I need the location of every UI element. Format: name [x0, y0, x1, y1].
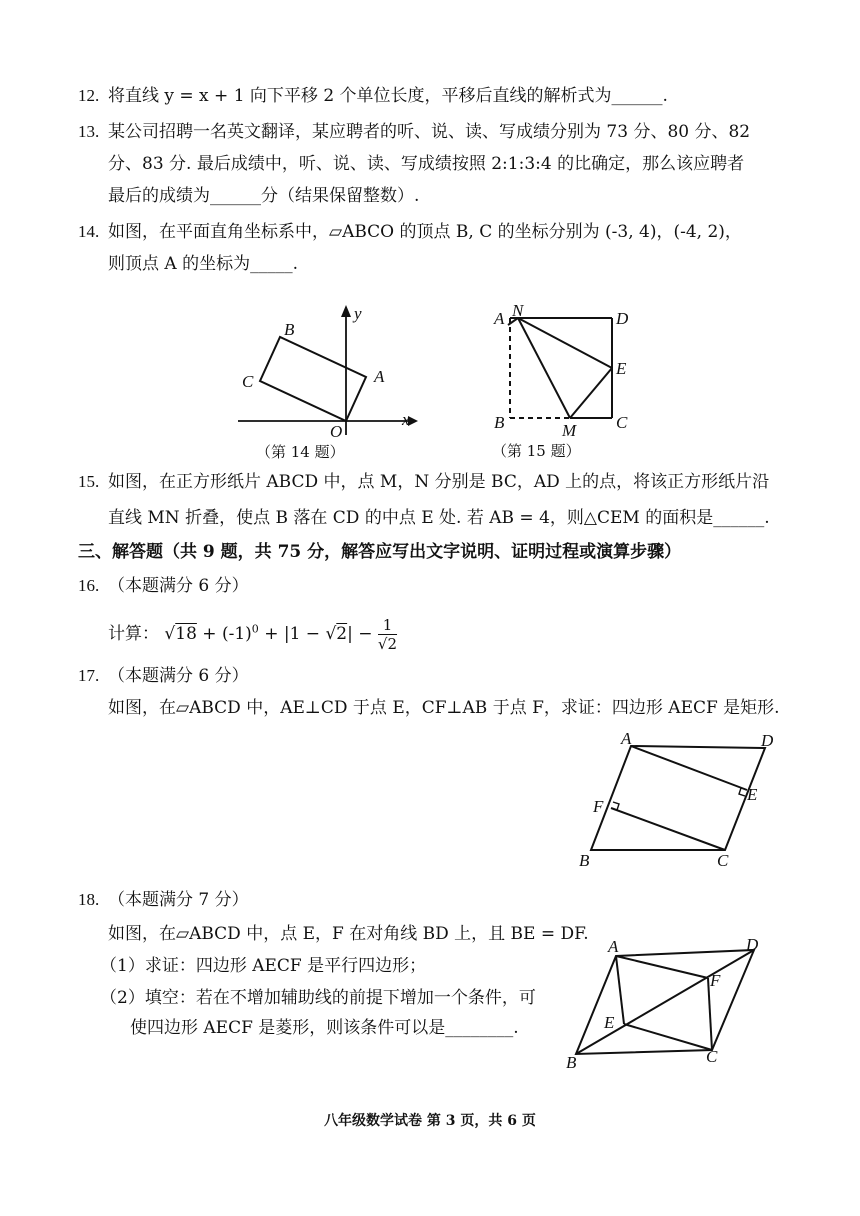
fig17-label-a: A: [621, 729, 632, 748]
fig14-label-a: A: [374, 367, 385, 386]
q15-line2: 直线 MN 折叠，使点 B 落在 CD 的中点 E 处. 若 AB = 4，则△CEM 的面积是______.: [108, 508, 770, 528]
q12-number: 12.: [78, 86, 100, 105]
q16-title: （本题满分 6 分）: [108, 576, 249, 596]
q16-number: 16.: [78, 576, 100, 595]
fig17-ae: [631, 746, 747, 790]
fig17-label-b: B: [579, 851, 590, 870]
fig18-label-d: D: [746, 935, 759, 954]
q17-title: （本题满分 6 分）: [108, 666, 249, 686]
fig18-af: [616, 956, 708, 978]
q16-expression: 计算： $√18 + (-1)^0 + |1 - √2|$ − $\frac{1}{√2}$: [108, 616, 398, 653]
fig17-label-f: F: [593, 797, 604, 816]
fig14-label-c: C: [242, 372, 254, 391]
fig14-y-arrow: [341, 305, 351, 317]
q18-part1: （1）求证：四边形 AECF 是平行四边形；: [100, 956, 427, 976]
fig14-caption: （第 14 题）: [256, 443, 345, 461]
fig15-label-e: E: [616, 359, 627, 378]
fig15-label-c: C: [616, 413, 628, 432]
q18-part2b: 使四边形 AECF 是菱形，则该条件可以是________.: [130, 1018, 519, 1038]
fig18-diagonal-bd: [576, 950, 754, 1054]
fig18-label-b: B: [566, 1053, 577, 1072]
q13-line3: 最后的成绩为______分（结果保留整数）.: [108, 186, 420, 206]
q16-abs-root2: 2: [336, 624, 348, 644]
q16-zero-exponent: 0: [251, 622, 259, 636]
fig14-label-y: y: [354, 304, 362, 323]
q16-abs-one: 1: [289, 624, 301, 644]
q14-line1: 如图，在平面直角坐标系中，▱ABCO 的顶点 B, C 的坐标分别为 (-3, 4)，(-4, 2)，: [108, 222, 742, 242]
q14-line2: 则顶点 A 的坐标为_____.: [108, 254, 298, 274]
q17-number: 17.: [78, 666, 100, 685]
q15-number: 15.: [78, 472, 100, 491]
fig17-label-d: D: [761, 731, 774, 750]
fig15-label-d: D: [616, 309, 629, 328]
fig15-label-a: A: [494, 309, 505, 328]
q18-title: （本题满分 7 分）: [108, 890, 249, 910]
fig15-me: [570, 368, 612, 418]
fig18-label-c: C: [706, 1047, 718, 1066]
q16-neg1: (-1): [221, 624, 252, 644]
q13-line2: 分、83 分. 最后成绩中，听、说、读、写成绩按照 2:1:3:4 的比确定，那么该应聘者: [108, 154, 745, 174]
fig18-label-e: E: [604, 1013, 615, 1032]
fig15-caption: （第 15 题）: [492, 442, 581, 460]
fig15-label-m: M: [562, 421, 577, 440]
q16-fraction-num: 1: [378, 616, 397, 635]
fig17-cf: [611, 808, 725, 850]
q14-number: 14.: [78, 222, 100, 241]
figure-14: [230, 295, 430, 465]
fig17-label-e: E: [747, 785, 758, 804]
fig15-label-n: N: [512, 301, 524, 320]
fig17-parallelogram: [591, 746, 765, 850]
fig18-label-a: A: [608, 937, 619, 956]
q18-text: 如图，在▱ABCD 中，点 E，F 在对角线 BD 上，且 BE = DF.: [108, 924, 589, 944]
q16-prefix: 计算：: [108, 624, 159, 644]
fig18-ae: [616, 956, 624, 1024]
figure-18: [560, 930, 800, 1075]
section-3-heading: 三、解答题（共 9 题，共 75 分，解答应写出文字说明、证明过程或演算步骤）: [78, 542, 682, 562]
fig14-label-o: O: [330, 422, 343, 441]
q16-fraction-den: 2: [387, 635, 398, 653]
q13-number: 13.: [78, 122, 100, 141]
q17-text: 如图，在▱ABCD 中，AE⊥CD 于点 E，CF⊥AB 于点 F，求证：四边形 AECF 是矩形.: [108, 698, 780, 718]
fig17-label-c: C: [717, 851, 729, 870]
fig14-parallelogram: [260, 337, 366, 421]
figure-15: [490, 300, 650, 465]
q15-line1: 如图，在正方形纸片 ABCD 中，点 M，N 分别是 BC，AD 上的点，将该正方形纸片沿: [108, 472, 770, 492]
q16-fraction: $\frac{1}{√2}$: [377, 616, 398, 653]
fig14-label-x: x: [402, 410, 410, 429]
fig15-label-b: B: [494, 413, 505, 432]
fig18-ec: [624, 1024, 712, 1050]
page-footer: 八年级数学试卷 第 3 页，共 6 页: [324, 1113, 536, 1129]
q18-part2a: （2）填空：若在不增加辅助线的前提下增加一个条件，可: [100, 988, 536, 1008]
q16-sqrt18: √18: [164, 624, 197, 644]
q12-text: 将直线 y = x + 1 向下平移 2 个单位长度，平移后直线的解析式为______.: [108, 86, 668, 106]
q13-line1: 某公司招聘一名英文翻译，某应聘者的听、说、读、写成绩分别为 73 分、80 分、82: [108, 122, 751, 142]
q18-number: 18.: [78, 890, 100, 909]
figure-17: [575, 728, 795, 878]
fig18-label-f: F: [710, 971, 721, 990]
fig14-label-b: B: [284, 320, 295, 339]
fig15-nm: [518, 318, 570, 418]
